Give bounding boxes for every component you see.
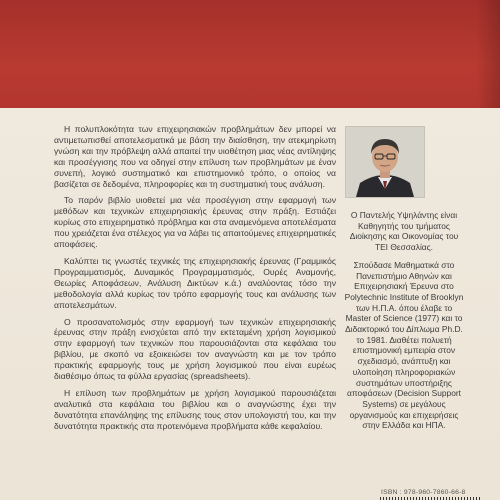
red-header-band	[0, 0, 500, 108]
description-paragraph-3: Καλύπτει τις γνωστές τεχνικές της επιχειρησιακής έρευνας (Γραμμικός Προγραμματισμός, Δυναμικός Προγραμματισμός, Ουρές Αναμονής, Θεωρίες Αποφάσεων, Ανάλυση Δικτύων κ.ά.) αναλύοντας τόσο την μεθοδολογία αλλά κυρίως τον τρόπο εφαρμογής τους και ανάλυσης των αποτελεσμάτων.	[54, 255, 336, 310]
description-paragraph-2: Το παρόν βιβλίο υιοθετεί μια νέα προσέγγιση στην εφαρμογή των μεθόδων και τεχνικών επιχειρησιακής έρευνας στην πράξη. Εστιάζει κυρίως στο επιχειρηματικό πρόβλημα και στα αναμενόμενα αποτελέσματα που χρειάζεται ένα στέλεχος για να λάβει τις απαιτούμενες επιχειρηματικές αποφάσεις.	[54, 195, 336, 250]
description-paragraph-1: Η πολυπλοκότητα των επιχειρησιακών προβλημάτων δεν μπορεί να αντιμετωπισθεί αποτελεσματικά με βάση την διαίσθηση, την ατεκμηρίωτη γνώση και την πρόβλεψη αλλά απαιτεί την υιοθέτηση μιας νέας αντίληψης και προσέγγισης που να οδηγεί στην επίλυση των προβλημάτων με έναν συνεπή, λογικό συστηματικό και επιστημονικό τρόπο, ο οποίος να βασίζεται σε δεδομένα, πληροφορίες και τη συστηματική τους ανάλυση.	[54, 124, 336, 189]
isbn-label: ISBN : 978-960-7860-66-8	[381, 489, 466, 496]
bio-paragraph-2: Σπούδασε Μαθηματικά στο Πανεπιστήμιο Αθηνών και Επιχειρησιακή Έρευνα στο Polytechnic Institute of Brooklyn των Η.Π.Α. όπου έλαβε το Master of Science (1977) και το Διδακτορικό του Δίπλωμα Ph.D. το 1981. Διαθέτει πολυετή επιστημονική εμπειρία στον σχεδιασμό, ανάπτυξη και υλοποίηση πληροφοριακών συστημάτων υποστήριξης αποφάσεων (Decision Support Systems) σε μεγάλους οργανισμούς και επιχειρήσεις στην Ελλάδα και ΗΠΑ.	[344, 259, 464, 431]
author-bio	[343, 210, 465, 438]
book-description	[54, 124, 336, 438]
description-paragraph-4: Ο προσανατολισμός στην εφαρμογή των τεχνικών επιχειρησιακής έρευνας στην πράξη ενισχύεται από την εκτεταμένη χρήση λογισμικού στην εφαρμογή των τεχνικών που παρουσιάζονται στα κεφάλαια του βιβλίου, με σκοπό να εξοικειώσει τον αναγνώστη και με τον τρόπο πρακτικής εφαρμογής τους με χρήση λογισμικού που είναι ευρέως διαθέσιμο όπως τα φύλλα εργασίας (spreadsheets).	[54, 316, 336, 382]
author-photo	[345, 126, 425, 198]
bio-paragraph-1: Ο Παντελής Υψηλάντης είναι Καθηγητής του τμήματος Διοίκησης και Οικονομίας του ΤΕΙ Θεσσαλίας.	[349, 210, 459, 253]
description-paragraph-5: Η επίλυση των προβλημάτων με χρήση λογισμικού παρουσιάζεται αναλυτικά στα κεφάλαια του βιβλίου και ο αναγνώστης έχει την δυνατότητα επανάληψης της επίλυσης τους στον υπολογιστή του, και την δυνατότητα πρακτικής στα προτεινόμενα προβλήματα κάθε κεφαλαίου.	[54, 387, 336, 431]
